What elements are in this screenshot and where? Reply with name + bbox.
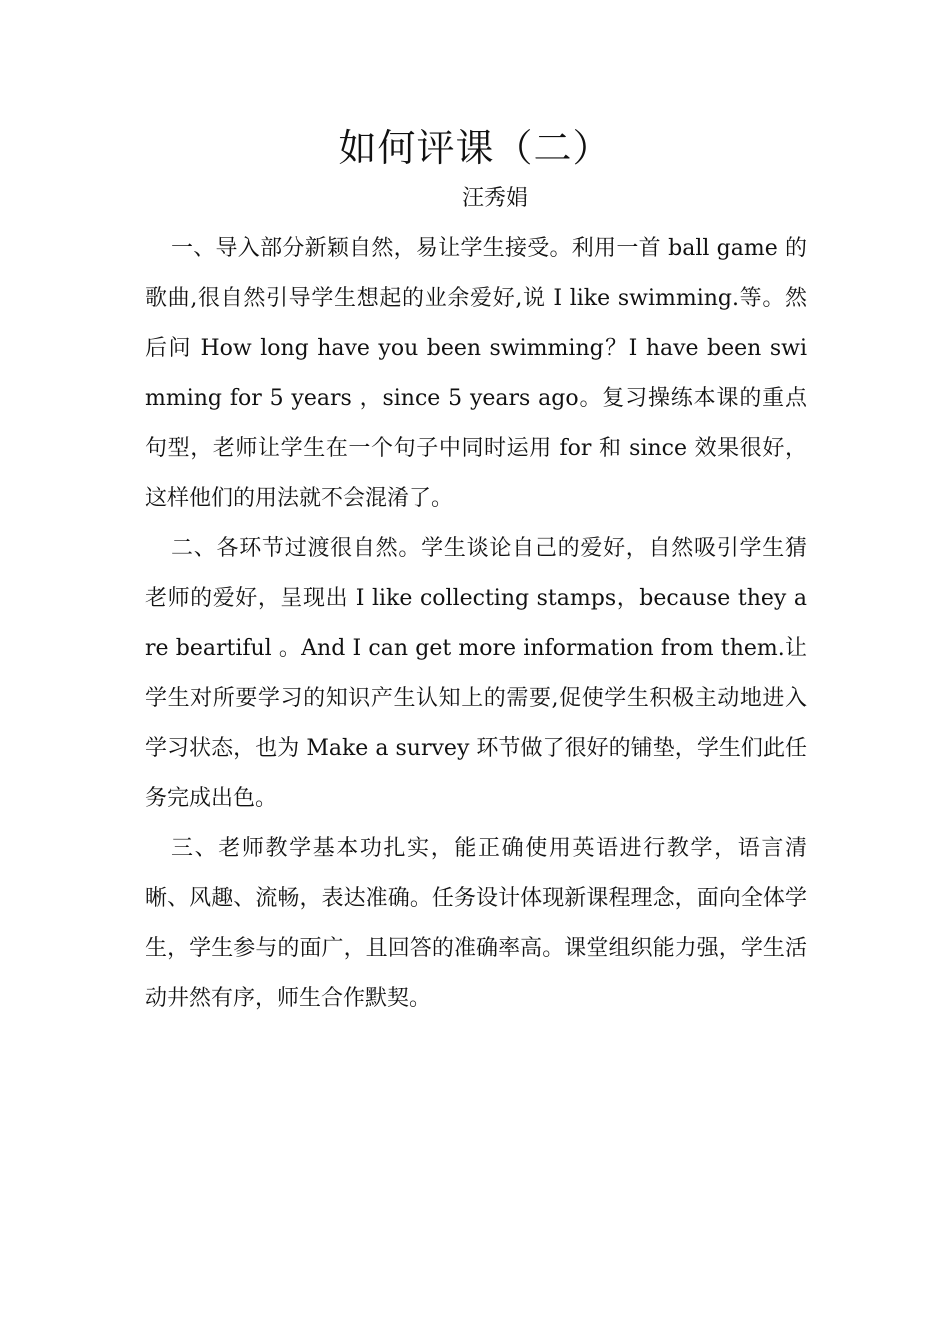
document-author: 汪秀娟 xyxy=(461,186,528,211)
paragraph-1: 一、导入部分新颖自然，易让学生接受。利用一首 ball game 的歌曲,很自然引导学生想起的业余爱好,说 I like swimming.等。然后问 How long have you been swimming？I have been swimming for 5 years ，since 5 years ago。复习操练本课的重点句型，老师让学生在一个句子中同时运用 for 和 since 效果很好，这样他们的用法就不会混淆了。 xyxy=(145,236,807,511)
document-body xyxy=(145,224,807,1024)
paragraph-2: 二、各环节过渡很自然。学生谈论自己的爱好，自然吸引学生猜老师的爱好，呈现出 I like collecting stamps，because they are beartiful 。And I can get more information from them.让学生对所要学习的知识产生认知上的需要,促使学生积极主动地进入学习状态，也为 Make a survey 环节做了很好的铺垫，学生们此任务完成出色。 xyxy=(145,536,807,811)
paragraph-3: 三、老师教学基本功扎实，能正确使用英语进行教学，语言清晰、风趣、流畅，表达准确。任务设计体现新课程理念，面向全体学生，学生参与的面广，且回答的准确率高。课堂组织能力强，学生活动井然有序，师生合作默契。 xyxy=(145,836,807,1011)
document-title: 如何评课（二） xyxy=(338,126,612,170)
